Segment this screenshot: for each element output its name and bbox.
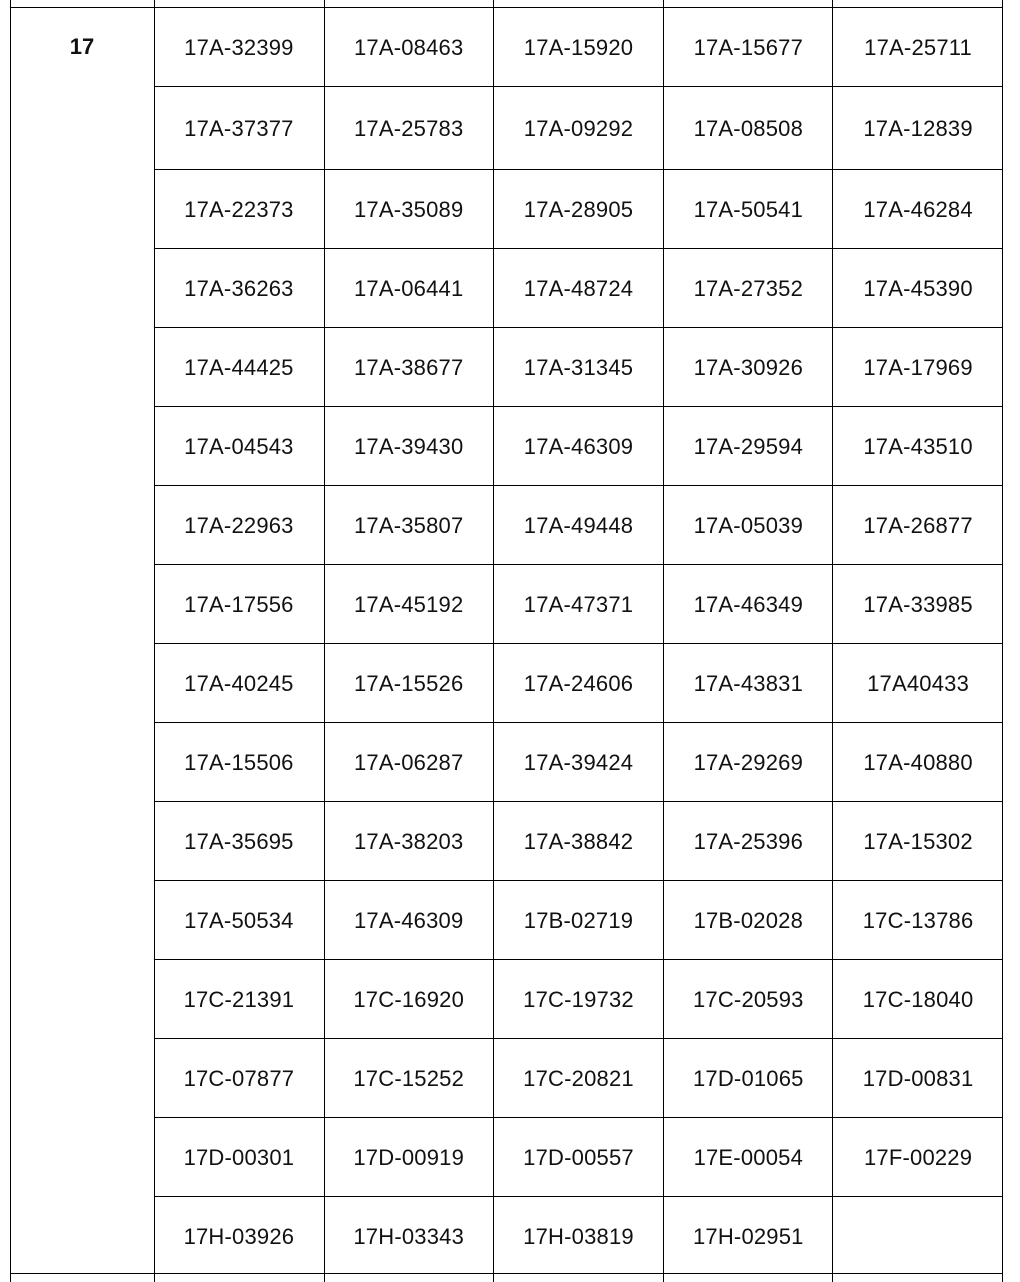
table-row (154, 565, 1003, 644)
table-cell: 17C-20821 (523, 1065, 634, 1091)
table-row (154, 644, 1003, 723)
table-cell: 17A-30926 (693, 354, 804, 380)
table-cell: 17A-15302 (863, 828, 973, 854)
table-cell: 17A-50541 (693, 196, 804, 222)
table-cell: 17A-05039 (693, 512, 804, 538)
table-row (154, 881, 1003, 960)
table-cell: 17A-43510 (863, 433, 973, 459)
table-cell: 17C-19732 (523, 986, 634, 1012)
table-row (154, 328, 1003, 407)
table-cell: 17A-06441 (353, 275, 464, 301)
table-row (154, 170, 1003, 249)
table-cell: 17A-45192 (353, 591, 464, 617)
table-cell: 17A-38203 (353, 828, 464, 854)
table-row (154, 802, 1003, 881)
table-cell: 17A-43831 (693, 670, 804, 696)
table-cell: 17A-25711 (864, 34, 972, 60)
table-cell: 17A-35089 (353, 196, 464, 222)
table-cell: 17A-06287 (353, 749, 464, 775)
table-cell: 17A-28905 (523, 196, 634, 222)
table-cell: 17C-20593 (692, 986, 804, 1012)
table-cell: 17A-25396 (693, 828, 804, 854)
table-cell: 17H-03926 (183, 1223, 295, 1249)
table-cell: 17D-00301 (183, 1144, 295, 1170)
table-row (154, 8, 1003, 87)
table-row (154, 960, 1003, 1039)
table-cell: 17A-49448 (523, 512, 634, 538)
table-cell: 17B-02719 (523, 907, 634, 933)
table-cell: 17A-36263 (184, 275, 294, 301)
table-cell: 17D-00919 (353, 1144, 465, 1170)
table-cell: 17A40433 (867, 670, 970, 696)
table-cell: 17C-16920 (353, 986, 465, 1012)
table-cell: 17A-46309 (523, 433, 634, 459)
table-cell: 17A-22373 (184, 196, 294, 222)
table-cell: 17A-17969 (863, 354, 973, 380)
table-cell: 17A-44425 (184, 354, 294, 380)
table-cell: 17A-46309 (353, 907, 464, 933)
table-cell: 17A-38677 (353, 354, 464, 380)
table-cell: 17H-02951 (692, 1223, 804, 1249)
table-cell: 17B-02028 (693, 907, 804, 933)
table-cell: 17A-08508 (693, 115, 804, 141)
table-cell: 17A-39424 (523, 749, 634, 775)
table-row (154, 407, 1003, 486)
table-cell: 17C-07877 (183, 1065, 295, 1091)
table-cell: 17A-46349 (693, 591, 804, 617)
table-cell: 17A-31345 (523, 354, 634, 380)
table-cell: 17E-00054 (693, 1144, 804, 1170)
table-cell: 17A-04543 (184, 433, 294, 459)
table-cell: 17A-29269 (693, 749, 804, 775)
table-cell: 17A-40880 (863, 749, 973, 775)
table-cell: 17A-29594 (693, 433, 804, 459)
table-cell: 17A-26877 (863, 512, 973, 538)
table-cell: 17A-24606 (523, 670, 634, 696)
table-cell: 17D-01065 (692, 1065, 804, 1091)
table-cell: 17C-15252 (353, 1065, 465, 1091)
table-cell: 17A-48724 (523, 275, 634, 301)
table-cell: 17C-13786 (862, 907, 974, 933)
table-cell: 17A-15506 (184, 749, 294, 775)
registration-number-grid (154, 8, 1003, 1276)
table-cell: 17A-25783 (353, 115, 464, 141)
table-cell: 17A-32399 (184, 34, 294, 60)
table-cell: 17A-17556 (184, 591, 294, 617)
table-cell: 17A-15920 (523, 34, 634, 60)
table-cell (833, 1197, 1003, 1276)
table-cell: 17A-35807 (353, 512, 464, 538)
table-row (154, 249, 1003, 328)
table-cell: 17D-00831 (862, 1065, 974, 1091)
table-cell: 17H-03819 (523, 1223, 634, 1249)
table-cell: 17A-15677 (693, 34, 804, 60)
table-row (154, 486, 1003, 565)
table-border-left (10, 0, 11, 1282)
table-cell: 17A-40245 (184, 670, 294, 696)
table-cell: 17A-08463 (353, 34, 464, 60)
table-cell: 17A-27352 (693, 275, 804, 301)
table-cell: 17A-37377 (184, 115, 294, 141)
table-cell: 17C-18040 (862, 986, 974, 1012)
table-cell: 17H-03343 (353, 1223, 465, 1249)
table-cell: 17A-15526 (353, 670, 464, 696)
table-row (154, 1118, 1003, 1197)
table-cell: 17A-47371 (523, 591, 634, 617)
table-cell: 17A-35695 (184, 828, 294, 854)
table-cell: 17A-33985 (863, 591, 973, 617)
table-cell: 17F-00229 (863, 1144, 973, 1170)
table-cell: 17C-21391 (183, 986, 295, 1012)
table-row (154, 1039, 1003, 1118)
table-cell: 17A-09292 (523, 115, 634, 141)
table-cell: 17A-12839 (863, 115, 973, 141)
table-cell: 17D-00557 (523, 1144, 634, 1170)
table-cell: 17A-22963 (184, 512, 294, 538)
table-row (154, 1197, 1003, 1276)
group-number-label: 17 (69, 34, 95, 59)
table-cell: 17A-46284 (863, 196, 973, 222)
table-cell: 17A-39430 (353, 433, 464, 459)
table-cell: 17A-38842 (523, 828, 634, 854)
table-cell: 17A-50534 (184, 907, 294, 933)
table-cell: 17A-45390 (863, 275, 973, 301)
table-row (154, 87, 1003, 170)
table-row (154, 723, 1003, 802)
